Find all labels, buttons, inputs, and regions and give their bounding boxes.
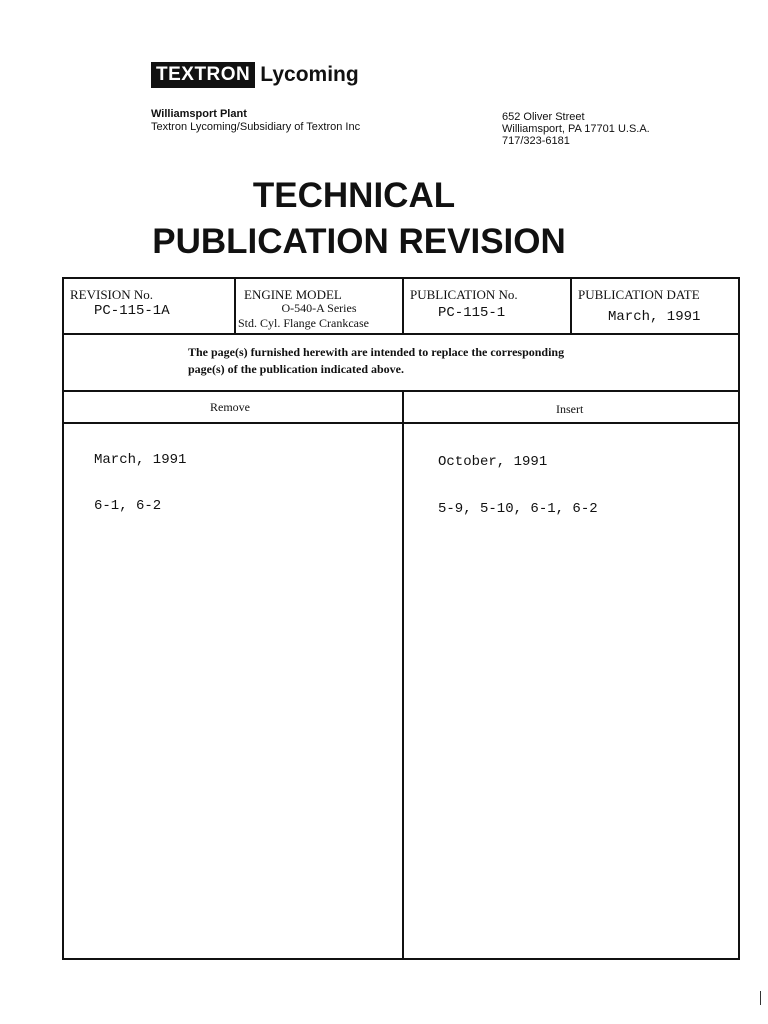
- address-line-2: Williamsport, PA 17701 U.S.A.: [502, 123, 650, 135]
- plant-subtitle: Textron Lycoming/Subsidiary of Textron Inc: [151, 121, 361, 133]
- replacement-notice: [64, 333, 738, 392]
- remove-column: [64, 424, 404, 958]
- insert-column: [404, 424, 738, 958]
- title-line-2: PUBLICATION REVISION: [152, 222, 566, 261]
- plant-info: [151, 108, 360, 134]
- publication-number-value: PC-115-1: [438, 305, 506, 321]
- lycoming-wordmark: Lycoming: [260, 63, 359, 86]
- form-header-row: [64, 279, 738, 335]
- insert-label: Insert: [556, 402, 584, 416]
- insert-date: October, 1991: [438, 454, 548, 470]
- publication-date-label: PUBLICATION DATE: [578, 287, 700, 302]
- address-line-3: 717/323-6181: [502, 135, 570, 147]
- publication-date-value: March, 1991: [608, 309, 701, 325]
- notice-line-2: page(s) of the publication indicated above.: [188, 362, 405, 376]
- scan-mark: [760, 991, 761, 1005]
- title-line-1: TECHNICAL: [252, 176, 456, 215]
- address-block: [502, 111, 650, 147]
- revision-cell: [64, 279, 236, 333]
- remove-column-header: [64, 392, 404, 424]
- remove-label: Remove: [210, 400, 250, 414]
- revision-label: REVISION No.: [70, 287, 154, 302]
- notice-line-1: The page(s) furnished herewith are intended to replace the corresponding: [188, 345, 565, 359]
- engine-model-label: ENGINE MODEL: [244, 287, 342, 302]
- insert-column-header: [404, 392, 738, 424]
- insert-pages: 5-9, 5-10, 6-1, 6-2: [438, 501, 598, 517]
- address-line-1: 652 Oliver Street: [502, 111, 585, 123]
- remove-pages: 6-1, 6-2: [94, 498, 162, 514]
- publication-date-cell: [572, 279, 738, 333]
- engine-description: Std. Cyl. Flange Crankcase: [238, 316, 369, 330]
- engine-model-cell: [236, 279, 404, 333]
- revision-value: PC-115-1A: [94, 303, 170, 319]
- publication-number-label: PUBLICATION No.: [410, 287, 518, 302]
- textron-logo-box: TEXTRON: [151, 62, 255, 88]
- engine-series: O-540-A Series: [281, 301, 357, 315]
- publication-number-cell: [404, 279, 572, 333]
- plant-name: Williamsport Plant: [151, 108, 247, 120]
- remove-date: March, 1991: [94, 452, 187, 468]
- revision-form: [62, 277, 740, 960]
- textron-lycoming-logo: [151, 62, 359, 88]
